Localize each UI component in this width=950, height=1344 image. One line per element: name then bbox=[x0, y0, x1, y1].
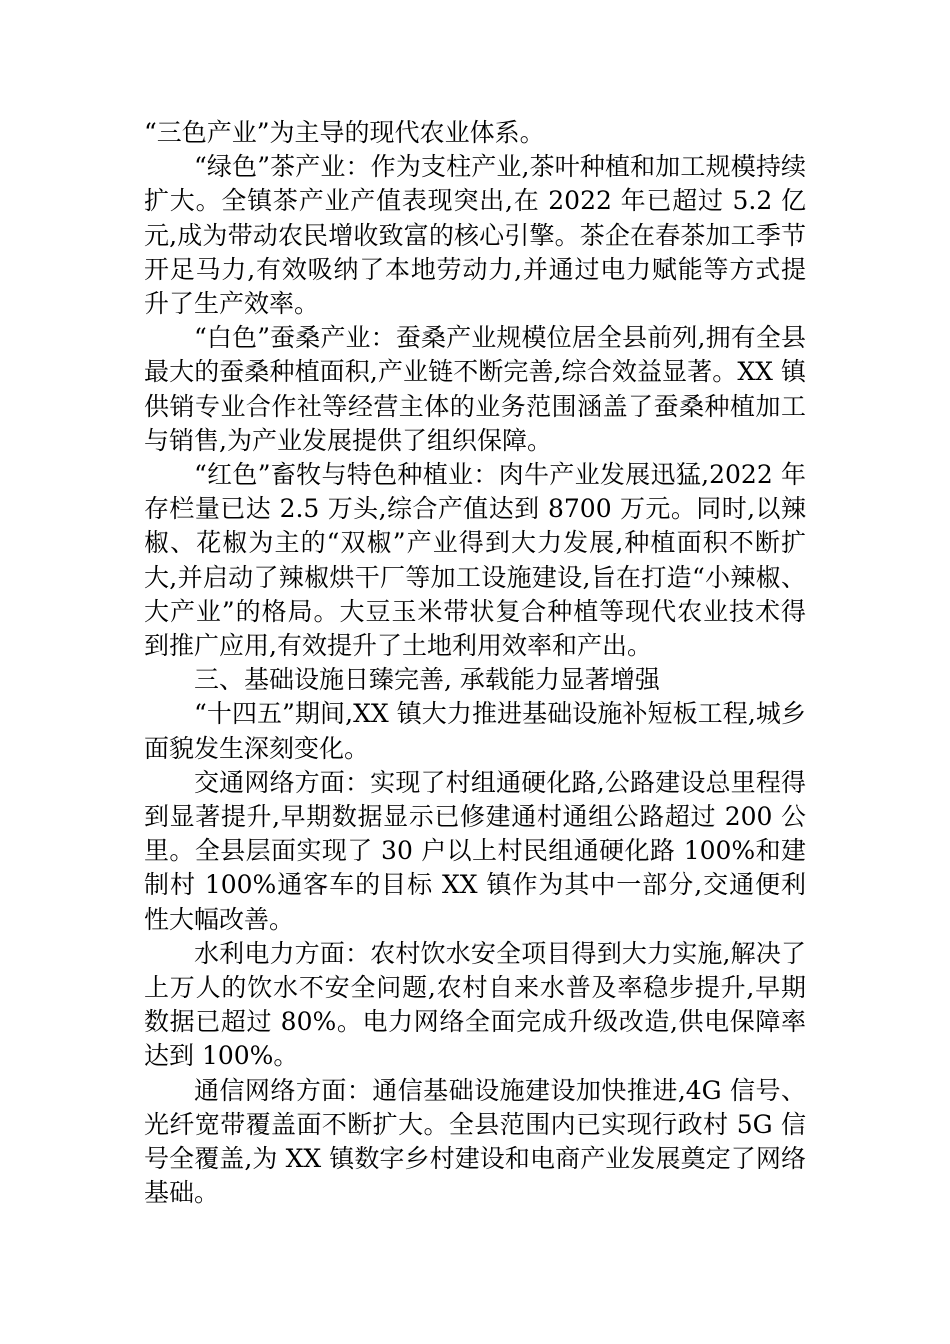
paragraph-telecom: 通信网络方面：通信基础设施建设加快推进,4G 信号、光纤宽带覆盖面不断扩大。全县范围内已实现行政村 5G 信号全覆盖,为 XX 镇数字乡村建设和电商产业发展奠定了网络基础。 bbox=[144, 1075, 806, 1208]
paragraph-white-sericulture: “白色”蚕桑产业：蚕桑产业规模位居全县前列,拥有全县最大的蚕桑种植面积,产业链不断完善,综合效益显著。XX 镇供销专业合作社等经营主体的业务范围涵盖了蚕桑种植加工与销售,为产业发展提供了组织保障。 bbox=[144, 323, 806, 455]
paragraph-green-tea: “绿色”茶产业：作为支柱产业,茶叶种植和加工规模持续扩大。全镇茶产业产值表现突出,在 2022 年已超过 5.2 亿元,成为带动农民增收致富的核心引擎。茶企在春茶加工季节开足马力,有效吸纳了本地劳动力,并通过电力赋能等方式提升了生产效率。 bbox=[144, 152, 806, 319]
document-body bbox=[144, 116, 806, 1211]
paragraph-transport: 交通网络方面：实现了村组通硬化路,公路建设总里程得到显著提升,早期数据显示已修建通村通组公路超过 200 公里。全县层面实现了 30 户以上村民组通硬化路 100%和建制村 100%通客车的目标 XX 镇作为其中一部分,交通便利性大幅改善。 bbox=[144, 767, 806, 934]
paragraph-red-livestock: “红色”畜牧与特色种植业：肉牛产业发展迅猛,2022 年存栏量已达 2.5 万头,综合产值达到 8700 万元。同时,以辣椒、花椒为主的“双椒”产业得到大力发展,种植面积不断扩大,并启动了辣椒烘干厂等加工设施建设,旨在打造“小辣椒、大产业”的格局。大豆玉米带状复合种植等现代农业技术得到推广应用,有效提升了土地利用效率和产出。 bbox=[144, 460, 806, 661]
paragraph-system-intro: “三色产业”为主导的现代农业体系。 bbox=[144, 118, 545, 147]
section-heading-infrastructure: 三、基础设施日臻完善, 承载能力显著增强 bbox=[194, 665, 660, 695]
paragraph-water-power: 水利电力方面：农村饮水安全项目得到大力实施,解决了上万人的饮水不安全问题,农村自来水普及率稳步提升,早期数据已超过 80%。电力网络全面完成升级改造,供电保障率达到 100%。 bbox=[144, 938, 806, 1071]
paragraph-infrastructure-intro: “十四五”期间,XX 镇大力推进基础设施补短板工程,城乡面貌发生深刻变化。 bbox=[144, 699, 806, 763]
